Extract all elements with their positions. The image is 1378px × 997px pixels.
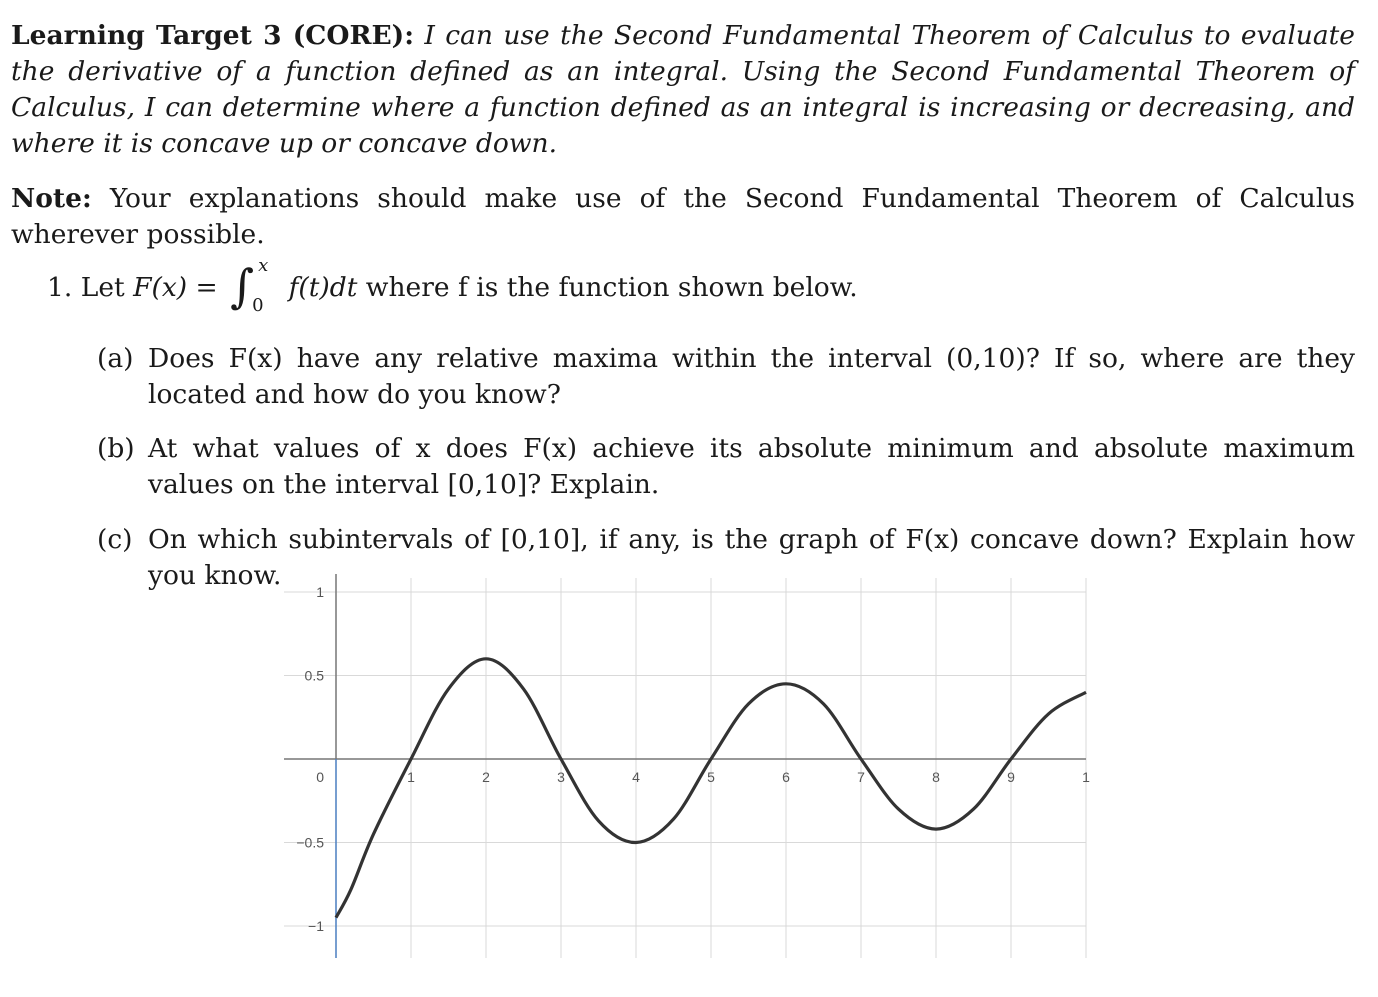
part-a-label: (a) — [97, 343, 134, 374]
part-c-text: On which subintervals of [0,10], if any, is the graph of F(x) concave down? Explain how you know. — [148, 524, 1355, 591]
integral-lower-limit: 0 — [252, 295, 264, 316]
x-tick-label: 3 — [557, 769, 565, 785]
y-tick-label: 0.5 — [304, 667, 324, 684]
x-tick-label: 6 — [782, 769, 790, 785]
note-text: Your explanations should make use of the Second Fundamental Theorem of Calculus wherever possible. — [11, 183, 1355, 250]
y-tick-label: 0 — [316, 769, 324, 785]
x-tick-label: 7 — [857, 769, 865, 785]
integrand: f(t)dt — [288, 272, 358, 303]
function-definition: F(x) = — [133, 272, 218, 303]
x-tick-label: 9 — [1007, 769, 1015, 785]
x-tick-label: 2 — [482, 769, 490, 785]
learning-target — [11, 18, 1355, 162]
integral-limits — [252, 255, 280, 316]
x-tick-label: 1 — [407, 769, 415, 785]
y-tick-label: 1 — [316, 584, 324, 600]
part-a — [97, 341, 1355, 413]
part-b-text: At what values of x does F(x) achieve its absolute minimum and absolute maximum values on the interval [0,10]? Explain. — [148, 433, 1355, 500]
x-tick-label: 5 — [707, 769, 715, 785]
integral-upper-limit: x — [258, 255, 269, 276]
part-a-text: Does F(x) have any relative maxima within the interval (0,10)? If so, where are they located and how do you know? — [148, 343, 1355, 410]
note-heading: Note: — [11, 183, 92, 214]
note — [11, 181, 1355, 253]
problem-suffix: where f is the function shown below. — [365, 272, 858, 303]
part-b-label: (b) — [97, 433, 135, 464]
learning-target-text: I can use the Second Fundamental Theorem of Calculus to evaluate the derivative of a function defined as an integral. Using the Second Fundamental Theorem of Calculus, I can determine where a function defined as an integral is increasing or decreasing, and where it is concave up or concave down. — [11, 20, 1355, 159]
problem-prefix: Let — [80, 272, 125, 303]
x-tick-label: 1 — [1082, 769, 1090, 785]
integral-sign-icon: ∫ — [230, 259, 255, 313]
x-tick-label: 4 — [632, 769, 640, 785]
part-b — [97, 431, 1355, 503]
part-c-label: (c) — [97, 524, 133, 555]
problem-1-statement — [47, 255, 858, 316]
x-tick-label: 8 — [932, 769, 940, 785]
learning-target-heading: Learning Target 3 (CORE): — [11, 20, 414, 51]
y-tick-label: −0.5 — [296, 834, 324, 851]
y-tick-label: −1 — [308, 918, 324, 934]
problem-number: 1. — [47, 272, 73, 303]
function-graph — [270, 570, 1100, 965]
